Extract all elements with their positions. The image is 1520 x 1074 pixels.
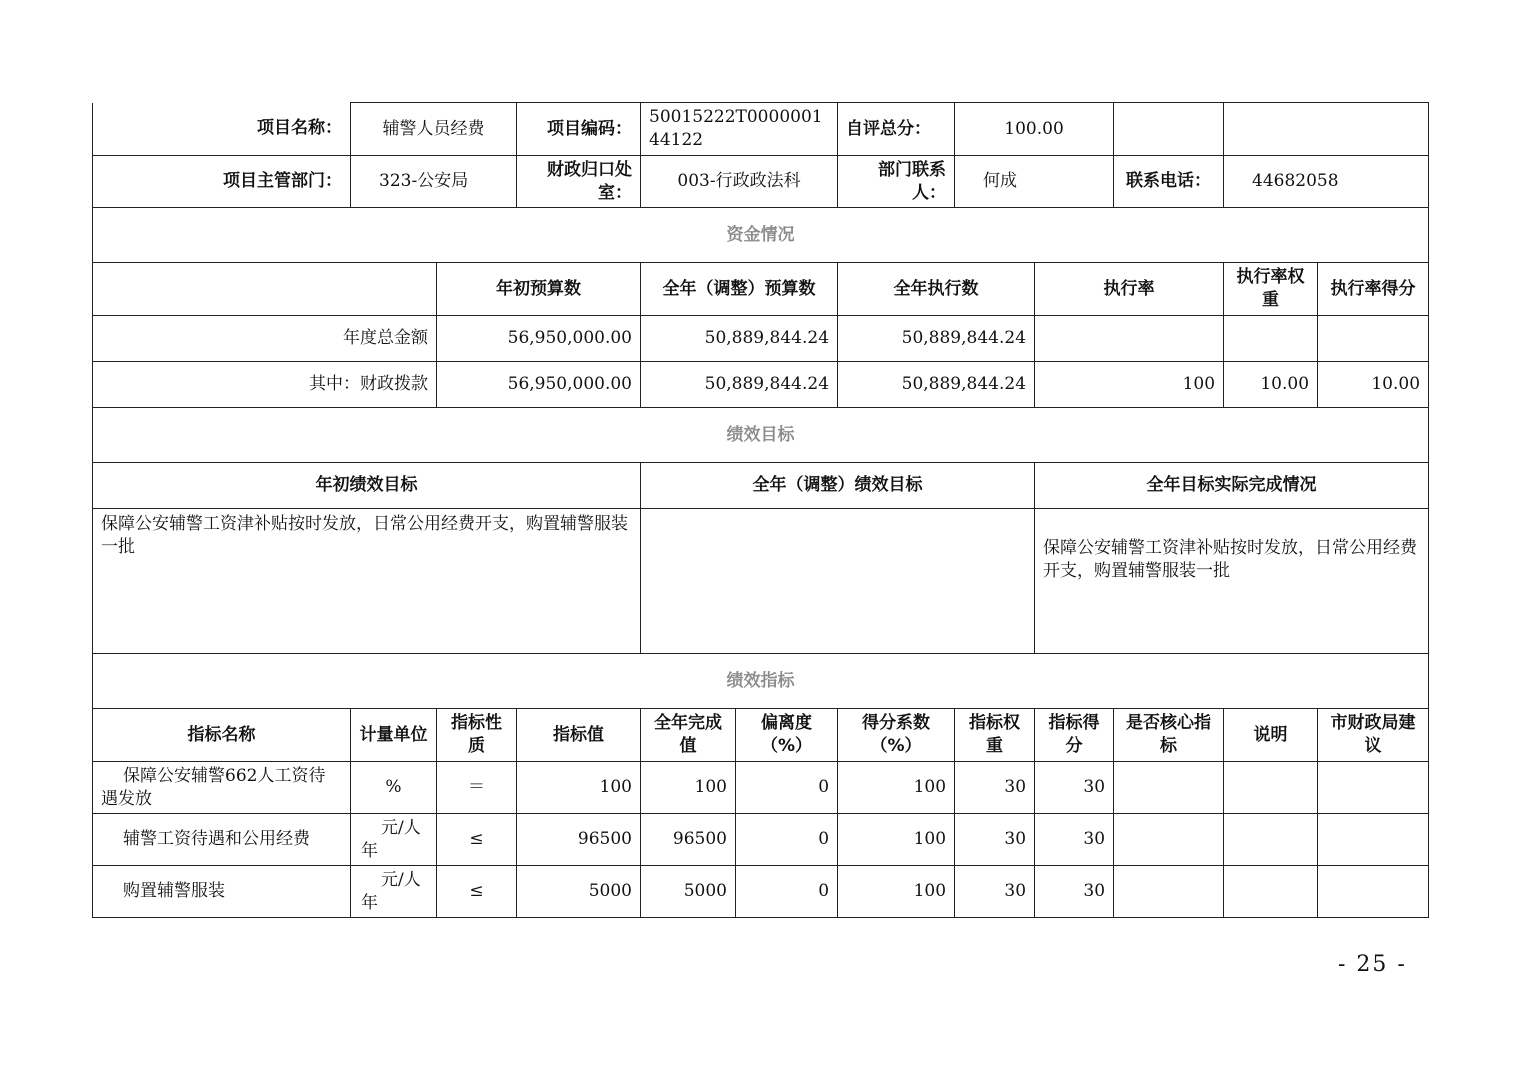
- contact-label: 部门联系人：: [838, 156, 955, 208]
- indicators-section-title: 绩效指标: [93, 654, 1429, 709]
- ind-weight: 30: [955, 866, 1035, 918]
- ind-header-unit: 计量单位: [351, 709, 437, 762]
- ind-done: 5000: [641, 866, 736, 918]
- indicators-section-row: [93, 654, 1429, 709]
- ind-core: [1114, 762, 1224, 814]
- header-row-1: [93, 103, 1429, 156]
- phone-value: 44682058: [1224, 156, 1429, 208]
- funds-row-weight: [1224, 316, 1318, 362]
- ind-name: 辅警工资待遇和公用经费: [93, 814, 351, 866]
- ind-dev: 0: [736, 762, 838, 814]
- ind-core: [1114, 866, 1224, 918]
- ind-dev: 0: [736, 866, 838, 918]
- indicator-row: [93, 762, 1429, 814]
- project-code-label: 项目编码：: [517, 103, 641, 156]
- ind-done: 96500: [641, 814, 736, 866]
- ind-header-dev: 偏离度（%）: [736, 709, 838, 762]
- funds-row-initial: 56,950,000.00: [437, 316, 641, 362]
- ind-header-weight: 指标权重: [955, 709, 1035, 762]
- indicator-row: [93, 866, 1429, 918]
- funds-row-score: [1318, 316, 1429, 362]
- funds-row-initial: 56,950,000.00: [437, 362, 641, 408]
- ind-header-done: 全年完成值: [641, 709, 736, 762]
- goals-header-adjusted: 全年（调整）绩效目标: [641, 463, 1035, 509]
- ind-header-name: 指标名称: [93, 709, 351, 762]
- funds-row-rate: [1035, 316, 1224, 362]
- header-row-2: [93, 156, 1429, 208]
- indicators-header-row: [93, 709, 1429, 762]
- ind-header-score: 指标得分: [1035, 709, 1114, 762]
- ind-score: 30: [1035, 762, 1114, 814]
- ind-header-core: 是否核心指标: [1114, 709, 1224, 762]
- funds-row-total: [93, 316, 1429, 362]
- funds-header-rate: 执行率: [1035, 263, 1224, 316]
- ind-value: 5000: [517, 866, 641, 918]
- project-name-label: 项目名称：: [93, 103, 351, 156]
- empty-cell: [93, 263, 437, 316]
- ind-weight: 30: [955, 814, 1035, 866]
- goals-initial-text: 保障公安辅警工资津补贴按时发放，日常公用经费开支，购置辅警服装一批: [93, 509, 641, 654]
- ind-advice: [1318, 762, 1429, 814]
- funds-row-rate: 100: [1035, 362, 1224, 408]
- funds-row-executed: 50,889,844.24: [838, 362, 1035, 408]
- ind-value: 100: [517, 762, 641, 814]
- self-score-label: 自评总分：: [838, 103, 955, 156]
- performance-evaluation-table: [92, 102, 1429, 918]
- ind-unit: 元/人年: [351, 866, 437, 918]
- funds-row-label: 年度总金额: [93, 316, 437, 362]
- dept-label: 项目主管部门：: [93, 156, 351, 208]
- funds-row-label: 其中：财政拨款: [93, 362, 437, 408]
- goals-adjusted-text: [641, 509, 1035, 654]
- dept-value: 323-公安局: [351, 156, 517, 208]
- ind-header-nature: 指标性质: [437, 709, 517, 762]
- ind-note: [1224, 814, 1318, 866]
- funds-header-weight: 执行率权重: [1224, 263, 1318, 316]
- indicator-row: [93, 814, 1429, 866]
- ind-score: 30: [1035, 814, 1114, 866]
- ind-weight: 30: [955, 762, 1035, 814]
- ind-unit: %: [351, 762, 437, 814]
- ind-done: 100: [641, 762, 736, 814]
- funds-section-row: [93, 208, 1429, 263]
- goals-actual-text: 保障公安辅警工资津补贴按时发放，日常公用经费开支，购置辅警服装一批: [1035, 509, 1429, 654]
- funds-row-adjusted: 50,889,844.24: [641, 316, 838, 362]
- contact-value: 何成: [955, 156, 1114, 208]
- ind-note: [1224, 762, 1318, 814]
- ind-coef: 100: [838, 814, 955, 866]
- ind-header-note: 说明: [1224, 709, 1318, 762]
- funds-header-row: [93, 263, 1429, 316]
- project-code-value: 50015222T000000144122: [641, 103, 838, 156]
- ind-header-value: 指标值: [517, 709, 641, 762]
- ind-advice: [1318, 866, 1429, 918]
- funds-row-executed: 50,889,844.24: [838, 316, 1035, 362]
- goals-section-title: 绩效目标: [93, 408, 1429, 463]
- funds-row-score: 10.00: [1318, 362, 1429, 408]
- ind-nature: ≤: [437, 814, 517, 866]
- funds-row-adjusted: 50,889,844.24: [641, 362, 838, 408]
- ind-unit: 元/人年: [351, 814, 437, 866]
- funds-header-score: 执行率得分: [1318, 263, 1429, 316]
- ind-coef: 100: [838, 762, 955, 814]
- ind-nature: ＝: [437, 762, 517, 814]
- phone-label: 联系电话：: [1114, 156, 1224, 208]
- ind-value: 96500: [517, 814, 641, 866]
- goals-header-initial: 年初绩效目标: [93, 463, 641, 509]
- ind-advice: [1318, 814, 1429, 866]
- funds-row-weight: 10.00: [1224, 362, 1318, 408]
- ind-core: [1114, 814, 1224, 866]
- funds-header-adjusted: 全年（调整）预算数: [641, 263, 838, 316]
- funds-header-executed: 全年执行数: [838, 263, 1035, 316]
- ind-coef: 100: [838, 866, 955, 918]
- funds-header-initial: 年初预算数: [437, 263, 641, 316]
- goals-header-actual: 全年目标实际完成情况: [1035, 463, 1429, 509]
- ind-nature: ≤: [437, 866, 517, 918]
- ind-header-coef: 得分系数（%）: [838, 709, 955, 762]
- ind-score: 30: [1035, 866, 1114, 918]
- funds-row-fiscal: [93, 362, 1429, 408]
- goals-header-row: [93, 463, 1429, 509]
- page-number: - 25 -: [1338, 952, 1407, 977]
- funds-section-title: 资金情况: [93, 208, 1429, 263]
- goals-section-row: [93, 408, 1429, 463]
- empty-cell: [1114, 103, 1224, 156]
- ind-note: [1224, 866, 1318, 918]
- project-name-value: 辅警人员经费: [351, 103, 517, 156]
- ind-name: 购置辅警服装: [93, 866, 351, 918]
- self-score-value: 100.00: [955, 103, 1114, 156]
- goals-content-row: [93, 509, 1429, 654]
- empty-cell: [1224, 103, 1429, 156]
- ind-dev: 0: [736, 814, 838, 866]
- finance-office-value: 003-行政政法科: [641, 156, 838, 208]
- finance-office-label: 财政归口处室：: [517, 156, 641, 208]
- ind-header-advice: 市财政局建议: [1318, 709, 1429, 762]
- ind-name: 保障公安辅警662人工资待遇发放: [93, 762, 351, 814]
